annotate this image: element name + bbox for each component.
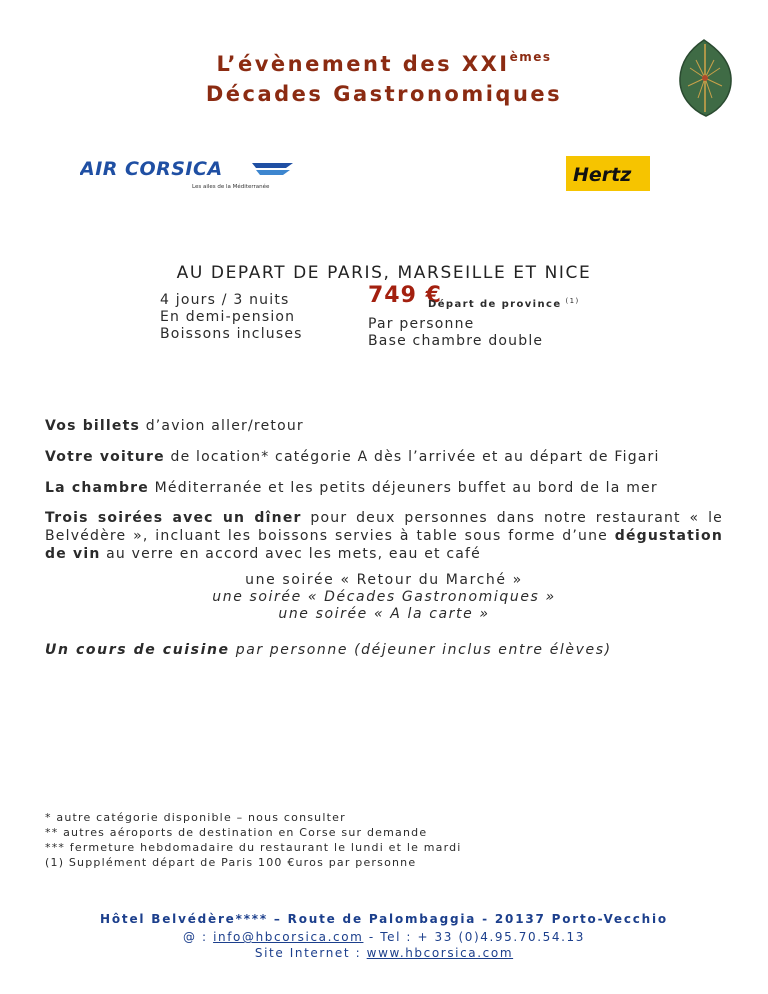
hertz-logo (566, 156, 650, 191)
page-title-line2: Décades Gastronomiques (205, 82, 563, 106)
feature-billets: Vos billets d’avion aller/retour (45, 418, 304, 434)
page-title-line1: L’évènement des XXIèmes (216, 50, 552, 76)
website-line: Site Internet : www.hbcorsica.com (254, 946, 514, 960)
evening-decades: une soirée « Décades Gastronomiques » (212, 589, 556, 605)
footnotes (45, 810, 462, 870)
offer-room-basis: Base chambre double (368, 333, 544, 349)
offer-details-left (160, 292, 303, 343)
footnote-3: *** fermeture hebdomadaire du restaurant le lundi et le mardi (45, 841, 462, 854)
offer-duration: 4 jours / 3 nuits (160, 292, 290, 308)
hotel-address: Hôtel Belvédère**** – Route de Palombaggia - 20137 Porto-Vecchio (100, 912, 668, 926)
feature-soirees: Trois soirées avec un dîner pour deux personnes dans notre restaurant « le Belvédère », incluant les boissons servies à table sous forme d’une dégustation de vin au verre en accord avec les mets, eau et café (45, 510, 723, 562)
price-note: Départ de province $^{(1)}$ (428, 297, 580, 310)
evening-carte: une soirée « A la carte » (278, 606, 490, 622)
feature-voiture: Votre voiture de location* catégorie A dès l’arrivée et au départ de Figari (45, 449, 660, 465)
evening-marche: une soirée « Retour du Marché » (245, 572, 523, 588)
footnote-1: * autre catégorie disponible – nous consulter (45, 811, 346, 824)
offer-per-person: Par personne (368, 316, 475, 332)
hertz-wordmark: Hertz (573, 164, 632, 186)
air-corsica-tagline: Les ailes de la Méditerranée (192, 184, 270, 190)
offer-drinks: Boissons incluses (160, 326, 303, 342)
footnote-2: ** autres aéroports de destination en Corse sur demande (45, 826, 428, 839)
feature-cours: Un cours de cuisine par personne (déjeuner inclus entre élèves) (45, 642, 612, 658)
offer-board: En demi-pension (160, 309, 296, 325)
price-note-ref: (1) (565, 297, 580, 305)
contact-line: @ : info@hbcorsica.com - Tel : + 33 (0)4.95.70.54.13 (182, 930, 586, 944)
departure-heading: AU DEPART DE PARIS, MARSEILLE ET NICE (176, 263, 592, 283)
air-corsica-logo (80, 154, 295, 196)
email-link[interactable]: info@hbcorsica.com (213, 930, 364, 944)
feature-chambre: La chambre Méditerranée et les petits déjeuners buffet au bord de la mer (45, 480, 658, 496)
offer-details-right (368, 316, 543, 350)
title-superscript: èmes (509, 50, 552, 64)
offer-price: 749 € (368, 283, 442, 308)
hotel-leaf-logo (676, 38, 734, 118)
air-corsica-wordmark: AIR CORSICA (80, 158, 223, 180)
website-link[interactable]: www.hbcorsica.com (366, 946, 514, 960)
footnote-4: (1) Supplément départ de Paris 100 €uros par personne (45, 856, 417, 869)
